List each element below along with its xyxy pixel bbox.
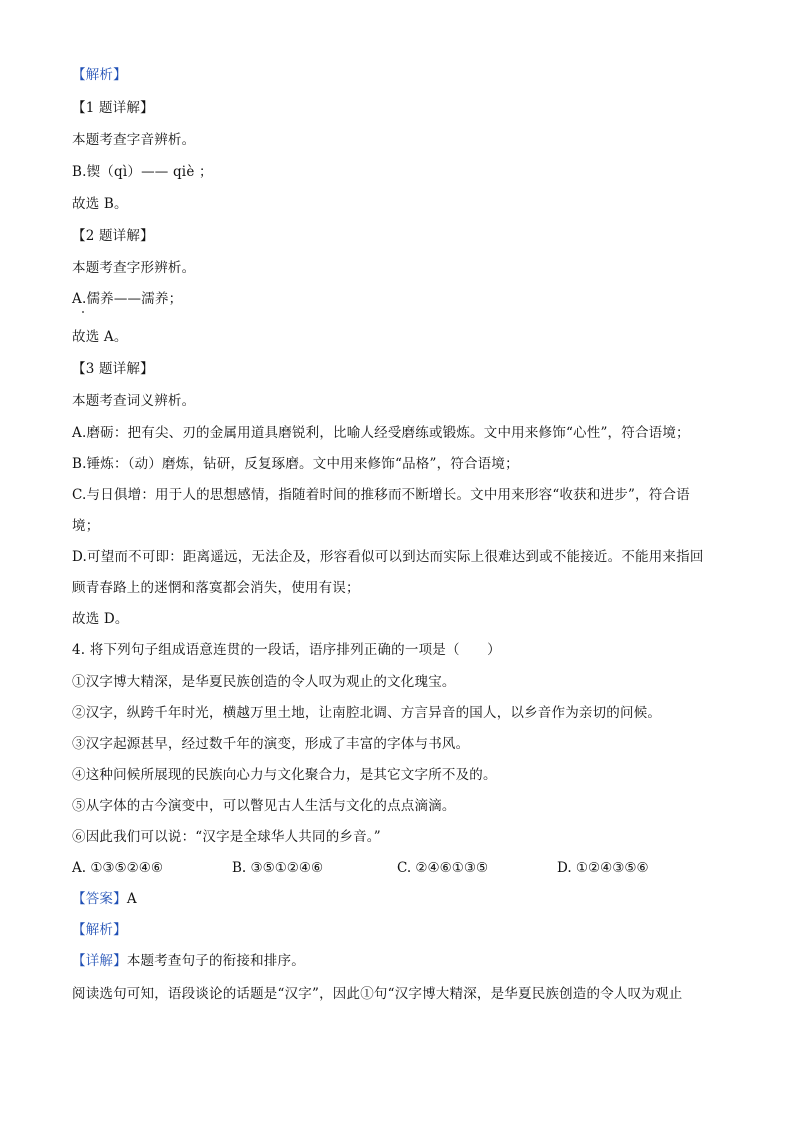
option-a: A. ①③⑤②④⑥ [72, 860, 163, 876]
text-line: 阅读选句可知，语段谈论的话题是“汉字”，因此①句“汉字博大精深，是华夏民族创造的令人叹为观止 [72, 986, 683, 1002]
text-line: 故选 B。 [72, 196, 128, 212]
option-b: B. ③⑤①②④⑥ [232, 860, 324, 876]
text-line: 境； [72, 518, 100, 534]
q2-detail-heading: 【2 题详解】 [72, 228, 154, 244]
sentence-3: ③汉字起源甚早，经过数千年的演变，形成了丰富的字体与书风。 [72, 736, 470, 752]
detail-label: 【详解】 [72, 953, 127, 969]
analysis-heading: 【解析】 [72, 67, 127, 83]
option-d: D. ①②④③⑤⑥ [557, 860, 649, 876]
sentence-5: ⑤从字体的古今演变中，可以瞥见古人生活与文化的点点滴滴。 [72, 798, 456, 814]
option-c: C. ②④⑥①③⑤ [397, 860, 489, 876]
sentence-4: ④这种问候所展现的民族向心力与文化聚合力，是其它文字所不及的。 [72, 767, 497, 783]
answer-label: 【答案】 [72, 891, 127, 907]
text-line: B.锤炼：（动）磨炼，钻研，反复琢磨。文中用来修饰“品格”，符合语境； [72, 456, 519, 472]
question-4-stem: 4. 将下列句子组成语意连贯的一段话，语序排列正确的一项是（ ） [72, 642, 501, 658]
q3-detail-heading: 【3 题详解】 [72, 361, 154, 377]
text-line: 故选 D。 [72, 611, 129, 627]
sentence-1: ①汉字博大精深，是华夏民族创造的令人叹为观止的文化瑰宝。 [72, 674, 456, 690]
detail-line [72, 951, 305, 971]
detail-text: 本题考查句子的衔接和排序。 [126, 953, 305, 969]
text-line: 本题考查字形辨析。 [72, 260, 196, 276]
text-line: C.与日俱增：用于人的思想感情，指随着时间的推移而不断增长。文中用来形容“收获和进步”，符合语 [72, 487, 690, 503]
text-line: 本题考查词义辨析。 [72, 393, 196, 409]
sentence-2: ②汉字，纵跨千年时光，横越万里土地，让南腔北调、方言异音的国人，以乡音作为亲切的问候。 [72, 705, 662, 721]
text-line: B.锲（qì）—— qiè ； [72, 164, 213, 180]
analysis-heading-2: 【解析】 [72, 922, 127, 938]
text-line: A.磨砺：把有尖、刃的金属用道具磨锐利，比喻人经受磨练或锻炼。文中用来修饰“心性”，符合语境； [72, 425, 690, 441]
text-line: 故选 A。 [72, 329, 128, 345]
answer-value: A [126, 891, 137, 907]
text-line: 顾青春路上的迷惘和落寞都会消失，使用有误； [72, 580, 360, 596]
text-line: D.可望而不可即：距离遥远，无法企及，形容看似可以到达而实际上很难达到或不能接近。不能用来指回 [72, 549, 704, 565]
text-line: 本题考查字音辨析。 [72, 132, 196, 148]
answer-line [72, 889, 137, 909]
stray-dot [82, 311, 84, 313]
sentence-6: ⑥因此我们可以说：“汉字是全球华人共同的乡音。” [72, 829, 381, 845]
text-line: A.儒养——濡养； [72, 291, 183, 307]
q1-detail-heading: 【1 题详解】 [72, 100, 154, 116]
